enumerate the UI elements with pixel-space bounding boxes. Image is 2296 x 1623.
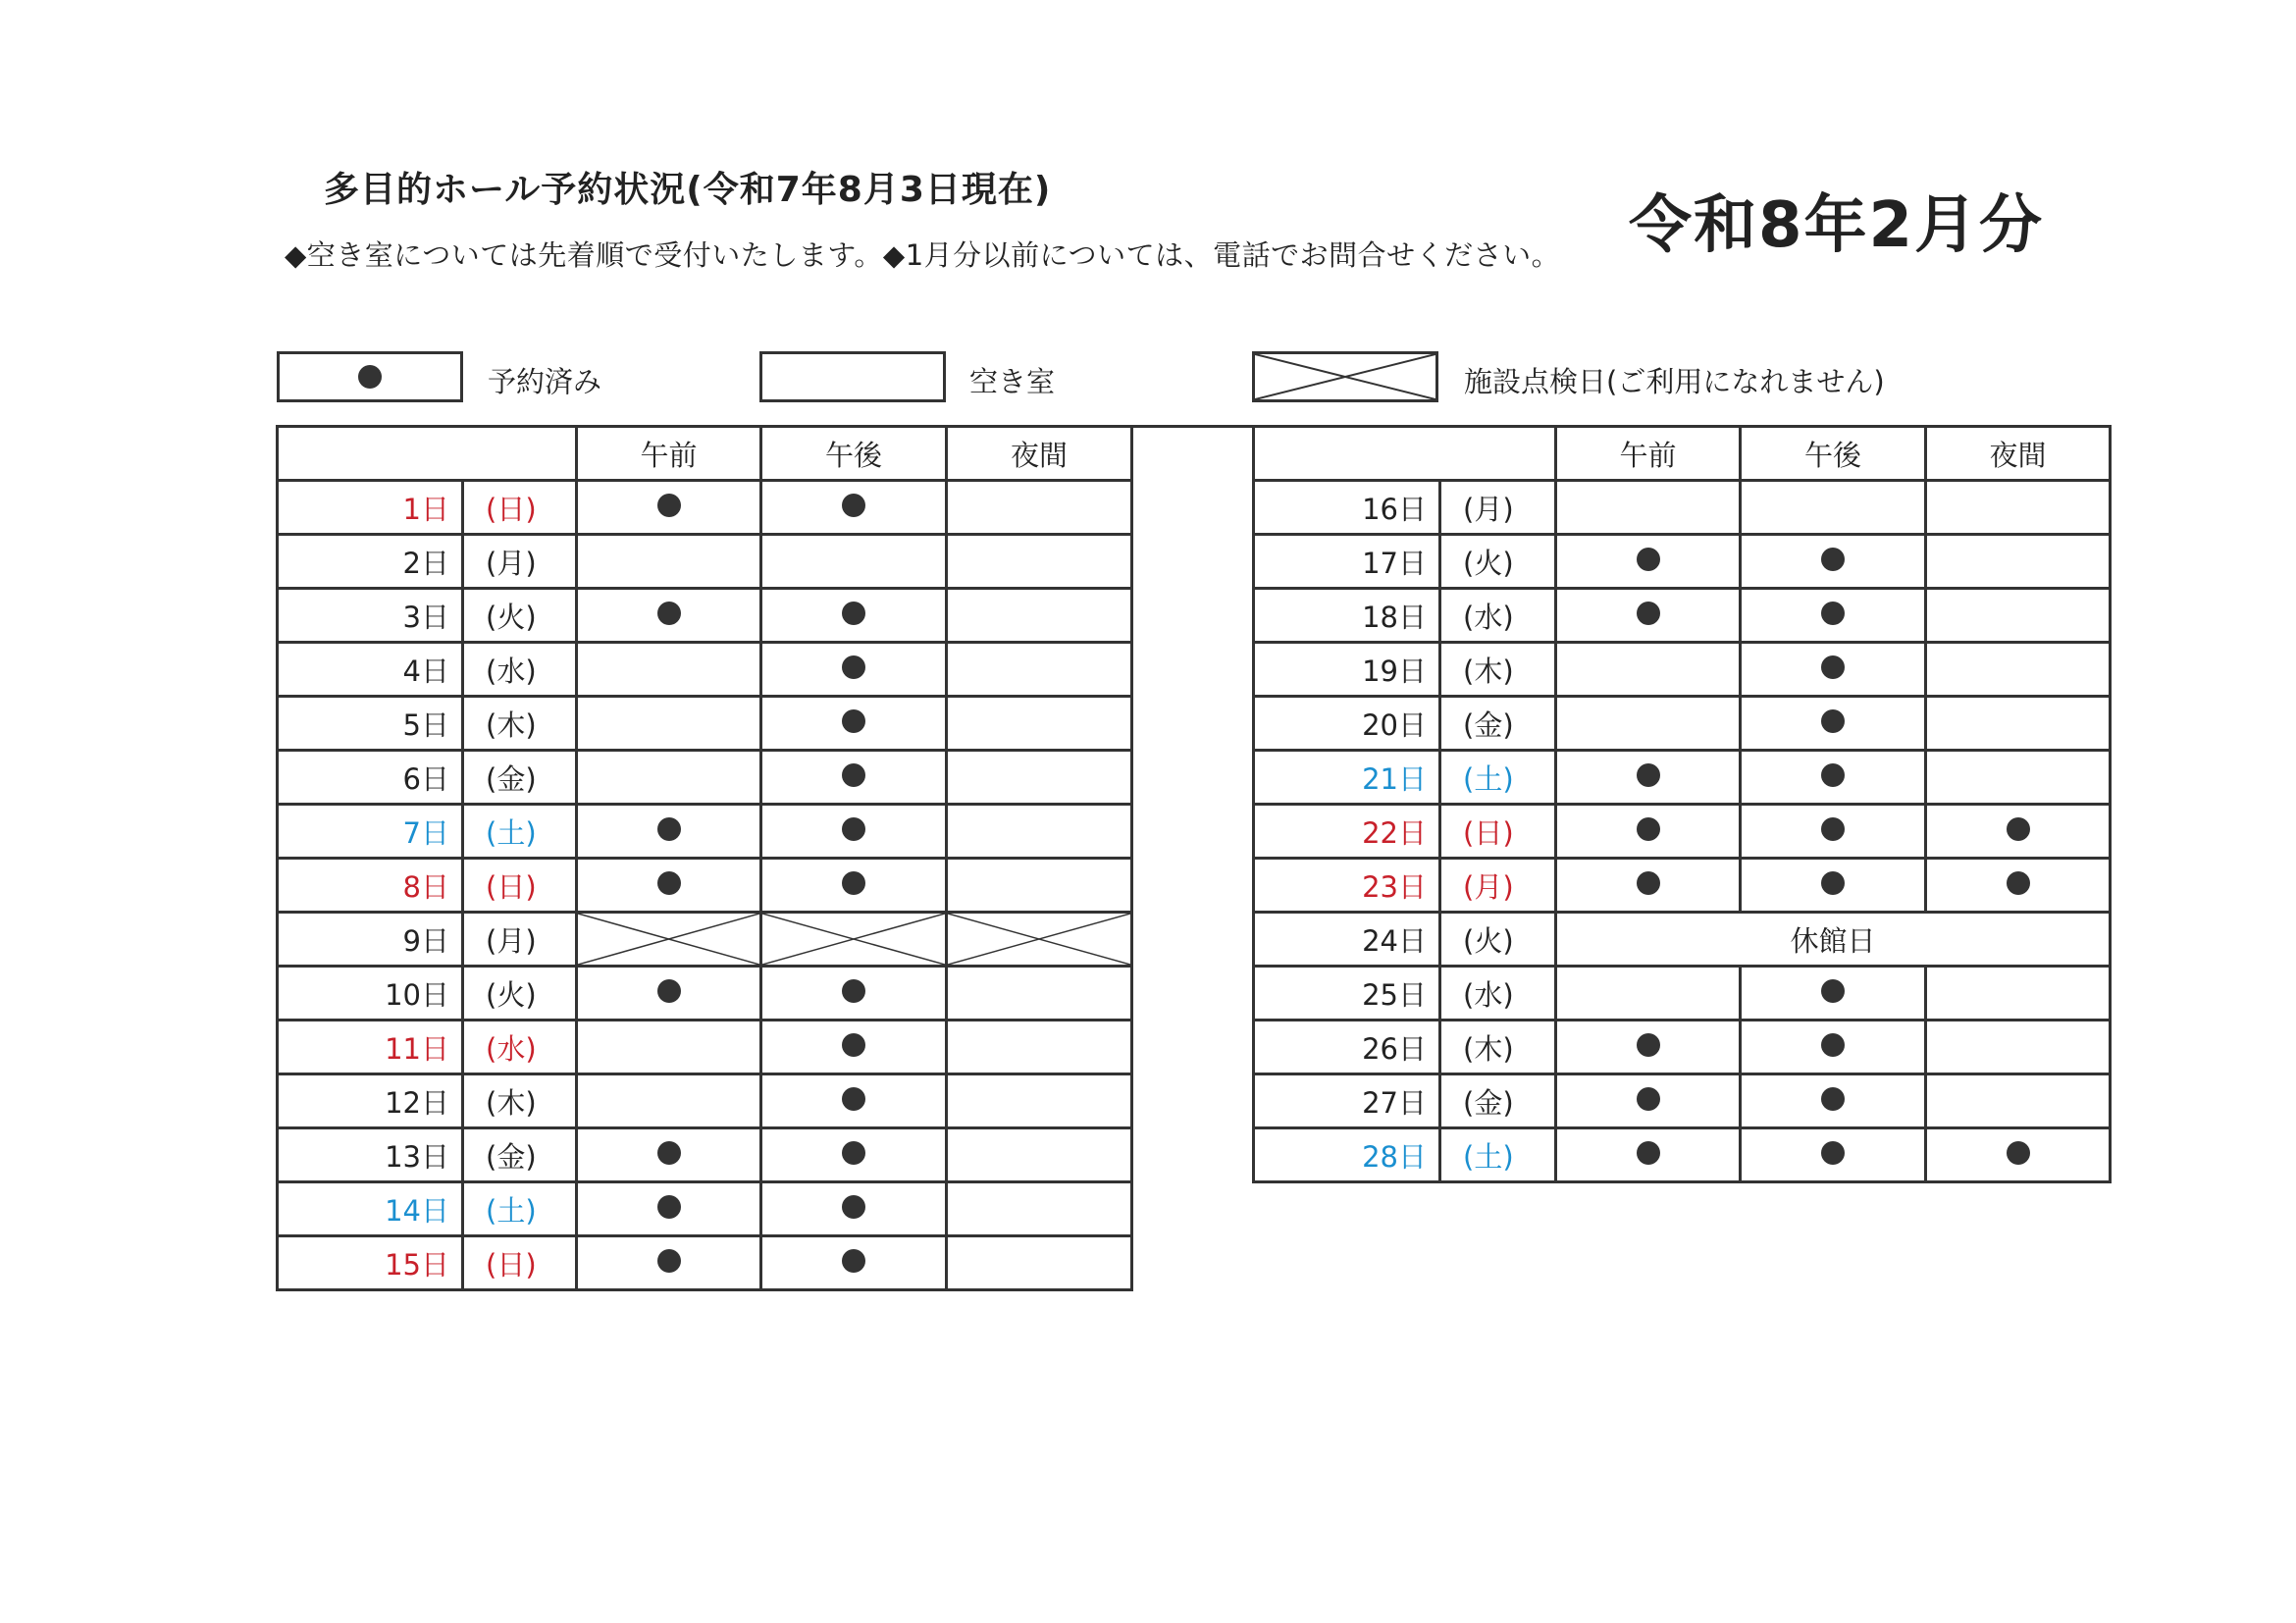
column-header: 午前 — [1556, 427, 1741, 481]
slot-night-vacant — [1926, 967, 2111, 1021]
date-cell: 22日 — [1254, 805, 1440, 859]
reserved-dot-icon — [1821, 979, 1845, 1003]
date-cell: 2日 — [278, 535, 463, 589]
reserved-dot-icon — [2007, 871, 2030, 895]
date-cell: 16日 — [1254, 481, 1440, 535]
slot-am-booked — [1556, 1128, 1741, 1182]
slot-am-booked — [1556, 805, 1741, 859]
table-row — [278, 535, 1132, 589]
table-row — [278, 1074, 1132, 1128]
weekday-cell: (火) — [463, 967, 577, 1021]
slot-pm-booked — [761, 1128, 947, 1182]
slot-pm-booked — [761, 643, 947, 697]
slot-am-booked — [577, 1128, 761, 1182]
reserved-dot-icon — [657, 979, 681, 1003]
weekday-cell: (月) — [1440, 481, 1556, 535]
slot-night-vacant — [1926, 1074, 2111, 1128]
weekday-cell: (木) — [1440, 1021, 1556, 1074]
slot-night-vacant — [1926, 643, 2111, 697]
page-title: 多目的ホール予約状況(令和7年8月3日現在) — [324, 170, 1052, 210]
table-row — [1254, 859, 2111, 913]
slot-am-booked — [1556, 535, 1741, 589]
slot-pm-booked — [1741, 967, 1926, 1021]
weekday-cell: (木) — [463, 1074, 577, 1128]
table-row — [1254, 535, 2111, 589]
slot-night-vacant — [947, 535, 1132, 589]
slot-am-booked — [1556, 751, 1741, 805]
weekday-cell: (金) — [463, 1128, 577, 1182]
date-cell: 15日 — [278, 1236, 463, 1290]
weekday-cell: (土) — [1440, 751, 1556, 805]
schedule-table-left — [276, 425, 1133, 1291]
slot-am-booked — [1556, 1074, 1741, 1128]
weekday-cell: (水) — [463, 1021, 577, 1074]
legend-reserved-label: 予約済み — [488, 365, 602, 398]
slot-am-inspection — [577, 913, 761, 967]
weekday-cell: (水) — [1440, 967, 1556, 1021]
table-row — [278, 643, 1132, 697]
reserved-dot-icon — [842, 709, 865, 733]
weekday-cell: (日) — [1440, 805, 1556, 859]
header-date-cell — [278, 427, 577, 481]
date-cell: 21日 — [1254, 751, 1440, 805]
slot-pm-booked — [761, 1021, 947, 1074]
reserved-dot-icon — [657, 494, 681, 517]
table-row — [1254, 751, 2111, 805]
slot-pm-booked — [1741, 751, 1926, 805]
slot-night-booked — [1926, 859, 2111, 913]
slot-night-vacant — [947, 1074, 1132, 1128]
slot-pm-booked — [1741, 589, 1926, 643]
weekday-cell: (水) — [1440, 589, 1556, 643]
date-cell: 13日 — [278, 1128, 463, 1182]
weekday-cell: (木) — [463, 697, 577, 751]
table-row — [278, 697, 1132, 751]
slot-am-vacant — [1556, 481, 1741, 535]
column-header: 午後 — [761, 427, 947, 481]
weekday-cell: (木) — [1440, 643, 1556, 697]
reserved-dot-icon — [1821, 871, 1845, 895]
weekday-cell: (土) — [1440, 1128, 1556, 1182]
table-header-row — [1254, 427, 2111, 481]
slot-am-booked — [577, 1236, 761, 1290]
slot-am-vacant — [577, 1074, 761, 1128]
weekday-cell: (月) — [1440, 859, 1556, 913]
table-row — [278, 1182, 1132, 1236]
weekday-cell: (月) — [463, 535, 577, 589]
slot-pm-vacant — [761, 535, 947, 589]
month-heading: 令和8年2月分 — [1629, 189, 2045, 262]
table-row — [1254, 805, 2111, 859]
weekday-cell: (日) — [463, 859, 577, 913]
schedule-table-right — [1252, 425, 2112, 1183]
legend-reserved-box — [277, 351, 463, 402]
slot-pm-booked — [761, 481, 947, 535]
slot-am-vacant — [577, 1021, 761, 1074]
cross-icon — [578, 914, 759, 965]
slot-night-vacant — [947, 967, 1132, 1021]
legend-inspection-box — [1252, 351, 1438, 402]
table-row — [278, 481, 1132, 535]
slot-pm-booked — [761, 805, 947, 859]
reserved-dot-icon — [1637, 548, 1660, 571]
reserved-dot-icon — [1821, 1033, 1845, 1057]
header-date-cell — [1254, 427, 1556, 481]
reserved-dot-icon — [657, 817, 681, 841]
slot-pm-booked — [761, 859, 947, 913]
slot-pm-booked — [761, 1182, 947, 1236]
slot-pm-vacant — [1741, 481, 1926, 535]
weekday-cell: (金) — [1440, 1074, 1556, 1128]
slot-am-vacant — [1556, 643, 1741, 697]
slot-pm-booked — [1741, 805, 1926, 859]
table-divider-line — [1128, 425, 1254, 428]
date-cell: 19日 — [1254, 643, 1440, 697]
slot-night-vacant — [1926, 1021, 2111, 1074]
table-row — [278, 967, 1132, 1021]
slot-am-vacant — [577, 751, 761, 805]
date-cell: 6日 — [278, 751, 463, 805]
slot-am-booked — [577, 967, 761, 1021]
table-header-row — [278, 427, 1132, 481]
table-row — [1254, 697, 2111, 751]
slot-night-vacant — [947, 697, 1132, 751]
reserved-dot-icon — [1821, 602, 1845, 625]
reserved-dot-icon — [842, 1141, 865, 1165]
slot-am-booked — [577, 589, 761, 643]
reserved-dot-icon — [1637, 602, 1660, 625]
reserved-dot-icon — [2007, 817, 2030, 841]
slot-night-vacant — [947, 1182, 1132, 1236]
table-row — [278, 751, 1132, 805]
table-row — [278, 1021, 1132, 1074]
date-cell: 17日 — [1254, 535, 1440, 589]
slot-pm-booked — [761, 1236, 947, 1290]
reserved-dot-icon — [842, 817, 865, 841]
reserved-dot-icon — [1637, 817, 1660, 841]
slot-night-vacant — [1926, 481, 2111, 535]
weekday-cell: (火) — [1440, 535, 1556, 589]
reserved-dot-icon — [1821, 548, 1845, 571]
table-row — [1254, 1128, 2111, 1182]
table-row — [278, 805, 1132, 859]
table-row — [278, 859, 1132, 913]
slot-am-vacant — [577, 535, 761, 589]
weekday-cell: (月) — [463, 913, 577, 967]
date-cell: 8日 — [278, 859, 463, 913]
slot-am-vacant — [577, 643, 761, 697]
slot-am-vacant — [1556, 697, 1741, 751]
slot-am-booked — [577, 859, 761, 913]
date-cell: 28日 — [1254, 1128, 1440, 1182]
reserved-dot-icon — [1821, 655, 1845, 679]
reserved-dot-icon — [1821, 1141, 1845, 1165]
cross-icon — [1255, 354, 1435, 399]
date-cell: 18日 — [1254, 589, 1440, 643]
weekday-cell: (火) — [463, 589, 577, 643]
slot-pm-booked — [761, 1074, 947, 1128]
reserved-dot-icon — [1637, 1087, 1660, 1111]
date-cell: 14日 — [278, 1182, 463, 1236]
reserved-dot-icon — [657, 871, 681, 895]
cross-icon — [762, 914, 945, 965]
table-row — [1254, 1021, 2111, 1074]
reserved-dot-icon — [1637, 763, 1660, 787]
slot-pm-booked — [761, 751, 947, 805]
reserved-dot-icon — [358, 365, 382, 389]
date-cell: 26日 — [1254, 1021, 1440, 1074]
slot-night-vacant — [947, 643, 1132, 697]
legend-inspection-label: 施設点検日(ご利用になれません) — [1464, 365, 1885, 398]
date-cell: 5日 — [278, 697, 463, 751]
legend-vacant-label: 空き室 — [969, 365, 1056, 398]
reserved-dot-icon — [842, 655, 865, 679]
weekday-cell: (金) — [463, 751, 577, 805]
slot-night-vacant — [947, 589, 1132, 643]
table-row — [1254, 1074, 2111, 1128]
date-cell: 12日 — [278, 1074, 463, 1128]
reserved-dot-icon — [657, 602, 681, 625]
slot-pm-booked — [1741, 859, 1926, 913]
reserved-dot-icon — [1637, 871, 1660, 895]
slot-night-vacant — [947, 859, 1132, 913]
slot-am-booked — [577, 805, 761, 859]
table-row — [1254, 967, 2111, 1021]
reserved-dot-icon — [1821, 763, 1845, 787]
date-cell: 11日 — [278, 1021, 463, 1074]
reserved-dot-icon — [842, 1087, 865, 1111]
slot-night-booked — [1926, 805, 2111, 859]
reserved-dot-icon — [1637, 1033, 1660, 1057]
slot-night-vacant — [1926, 589, 2111, 643]
date-cell: 24日 — [1254, 913, 1440, 967]
weekday-cell: (土) — [463, 805, 577, 859]
reserved-dot-icon — [1821, 709, 1845, 733]
column-header: 午後 — [1741, 427, 1926, 481]
slot-pm-booked — [1741, 1021, 1926, 1074]
slot-pm-booked — [1741, 643, 1926, 697]
column-header: 夜間 — [947, 427, 1132, 481]
weekday-cell: (金) — [1440, 697, 1556, 751]
weekday-cell: (土) — [463, 1182, 577, 1236]
slot-night-vacant — [1926, 535, 2111, 589]
reserved-dot-icon — [842, 494, 865, 517]
slot-night-booked — [1926, 1128, 2111, 1182]
slot-am-booked — [1556, 589, 1741, 643]
slot-pm-booked — [1741, 1074, 1926, 1128]
slot-am-booked — [1556, 1021, 1741, 1074]
weekday-cell: (水) — [463, 643, 577, 697]
reserved-dot-icon — [842, 763, 865, 787]
table-row — [278, 1128, 1132, 1182]
date-cell: 7日 — [278, 805, 463, 859]
slot-am-booked — [577, 481, 761, 535]
reserved-dot-icon — [1821, 817, 1845, 841]
date-cell: 10日 — [278, 967, 463, 1021]
reserved-dot-icon — [1821, 1087, 1845, 1111]
slot-night-vacant — [1926, 697, 2111, 751]
weekday-cell: (火) — [1440, 913, 1556, 967]
table-row — [1254, 481, 2111, 535]
reserved-dot-icon — [657, 1141, 681, 1165]
table-row — [1254, 643, 2111, 697]
weekday-cell: (日) — [463, 481, 577, 535]
slot-pm-booked — [761, 589, 947, 643]
column-header: 夜間 — [1926, 427, 2111, 481]
reserved-dot-icon — [842, 1033, 865, 1057]
date-cell: 27日 — [1254, 1074, 1440, 1128]
slot-am-booked — [1556, 859, 1741, 913]
slot-pm-inspection — [761, 913, 947, 967]
reserved-dot-icon — [1637, 1141, 1660, 1165]
closed-cell: 休館日 — [1556, 913, 2111, 967]
slot-pm-booked — [1741, 697, 1926, 751]
slot-pm-booked — [1741, 1128, 1926, 1182]
reserved-dot-icon — [657, 1195, 681, 1219]
column-header: 午前 — [577, 427, 761, 481]
date-cell: 23日 — [1254, 859, 1440, 913]
slot-night-vacant — [1926, 751, 2111, 805]
cross-icon — [948, 914, 1130, 965]
slot-pm-booked — [1741, 535, 1926, 589]
slot-pm-booked — [761, 967, 947, 1021]
slot-night-vacant — [947, 751, 1132, 805]
date-cell: 9日 — [278, 913, 463, 967]
reserved-dot-icon — [842, 979, 865, 1003]
reserved-dot-icon — [657, 1249, 681, 1273]
reserved-dot-icon — [842, 602, 865, 625]
date-cell: 3日 — [278, 589, 463, 643]
slot-night-vacant — [947, 1236, 1132, 1290]
slot-pm-booked — [761, 697, 947, 751]
reservation-note: ◆空き室については先着順で受付いたします。◆1月分以前については、電話でお問合せください。 — [285, 238, 1561, 272]
date-cell: 25日 — [1254, 967, 1440, 1021]
table-row — [1254, 913, 2111, 967]
reserved-dot-icon — [2007, 1141, 2030, 1165]
reserved-dot-icon — [842, 1249, 865, 1273]
reserved-dot-icon — [842, 871, 865, 895]
table-row — [278, 913, 1132, 967]
weekday-cell: (日) — [463, 1236, 577, 1290]
slot-am-vacant — [1556, 967, 1741, 1021]
date-cell: 20日 — [1254, 697, 1440, 751]
table-row — [1254, 589, 2111, 643]
slot-night-vacant — [947, 805, 1132, 859]
slot-night-vacant — [947, 1021, 1132, 1074]
table-row — [278, 589, 1132, 643]
slot-am-booked — [577, 1182, 761, 1236]
slot-night-inspection — [947, 913, 1132, 967]
table-row — [278, 1236, 1132, 1290]
date-cell: 1日 — [278, 481, 463, 535]
date-cell: 4日 — [278, 643, 463, 697]
slot-night-vacant — [947, 1128, 1132, 1182]
legend-vacant-box — [759, 351, 946, 402]
slot-am-vacant — [577, 697, 761, 751]
reserved-dot-icon — [842, 1195, 865, 1219]
slot-night-vacant — [947, 481, 1132, 535]
